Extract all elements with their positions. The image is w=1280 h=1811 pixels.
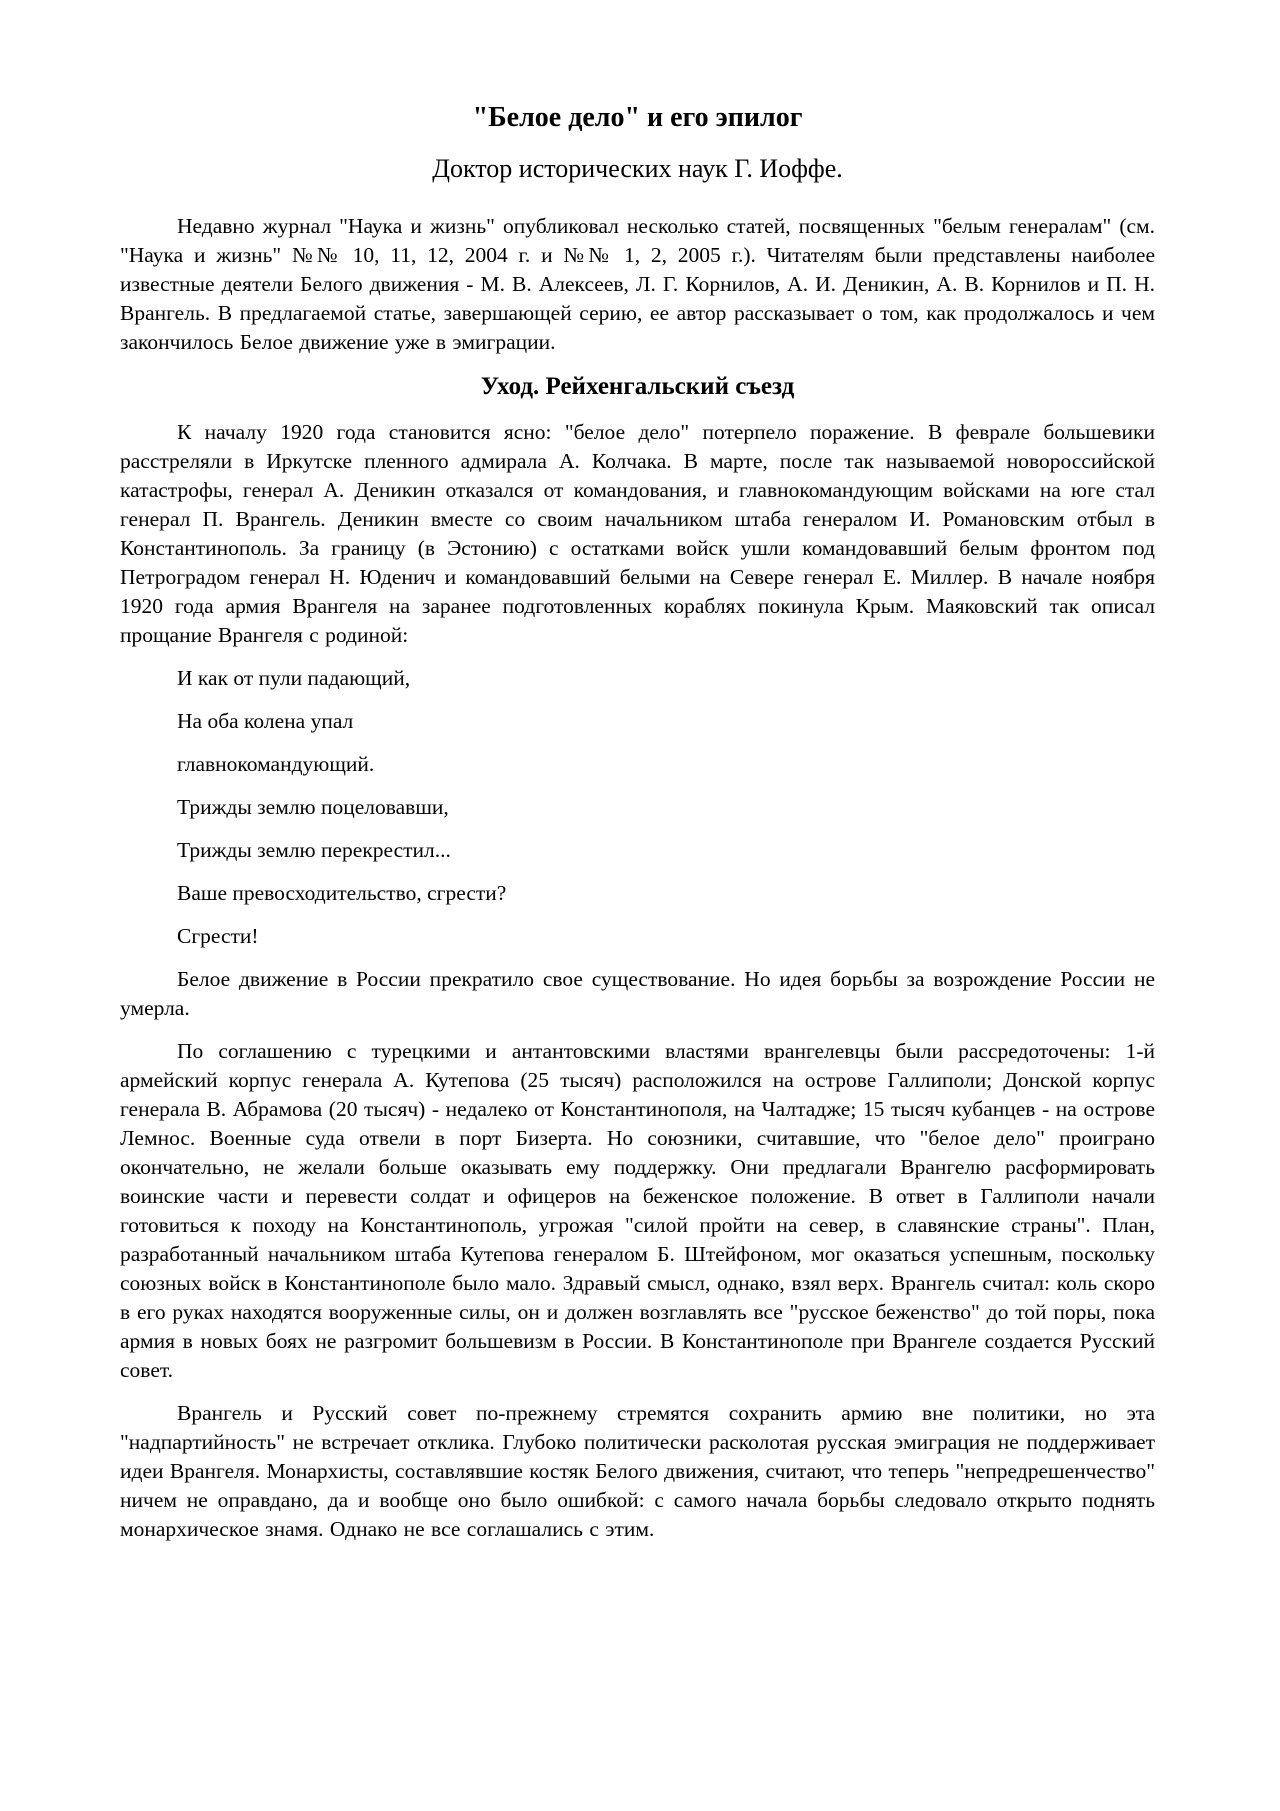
- poem-line: Трижды землю перекрестил...: [177, 838, 451, 863]
- movement-ended-paragraph: Белое движение в России прекратило свое существование. Но идея борьбы за возрождение России не умерла.: [120, 967, 1155, 1021]
- poem-line: Сгрести!: [177, 924, 259, 949]
- poem-line: Ваше превосходительство, сгрести?: [177, 881, 507, 906]
- departure-paragraph: К началу 1920 года становится ясно: "белое дело" потерпело поражение. В феврале большевики расстреляли в Иркутске пленного адмирала А. Колчака. В марте, после так называемой новороссийской катастрофы, генерал А. Деникин отказался от командования, и главнокомандующим войсками на юге стал генерал П. Врангель. Деникин вместе со своим начальником штаба генералом И. Романовским отбыл в Константинополь. За границу (в Эстонию) с остатками войск ушли командовавший белым фронтом под Петроградом генерал Н. Юденич и командовавший белыми на Севере генерал Е. Миллер. В начале ноября 1920 года армия Врангеля на заранее подготовленных кораблях покинула Крым. Маяковский так описал прощание Врангеля с родиной:: [120, 420, 1155, 648]
- emigration-paragraph: Врангель и Русский совет по-прежнему стремятся сохранить армию вне политики, но эта "надпартийность" не встречает отклика. Глубоко политически расколотая русская эмиграция не поддерживает идеи Врангеля. Монархисты, составлявшие костяк Белого движения, считают, что теперь "непредрешенчество" ничем не оправдано, да и вообще оно было ошибкой: с самого начала борьбы следовало открыто поднять монархическое знамя. Однако не все соглашались с этим.: [120, 1401, 1155, 1542]
- section-heading: Уход. Рейхенгальский съезд: [480, 373, 795, 401]
- poem-line: На оба колена упал: [177, 709, 354, 734]
- poem-line: И как от пули падающий,: [177, 666, 411, 691]
- article-title: "Белое дело" и его эпилог: [472, 102, 803, 133]
- article-byline: Доктор исторических наук Г. Иоффе.: [432, 154, 843, 184]
- dispersal-paragraph: По соглашению с турецкими и антантовскими властями врангелевцы были рассредоточены: 1-й армейский корпус генерала А. Кутепова (25 тысяч) расположился на острове Галлиполи; Донской корпус генерала В. Абрамова (20 тысяч) - недалеко от Константинополя, на Чалтадже; 15 тысяч кубанцев - на острове Лемнос. Военные суда отвели в порт Бизерта. Но союзники, считавшие, что "белое дело" проиграно окончательно, не желали больше оказывать ему поддержку. Они предлагали Врангелю расформировать воинские части и перевести солдат и офицеров на беженское положение. В ответ в Галлиполи начали готовиться к походу на Константинополь, угрожая "силой пройти на север, в славянские страны". План, разработанный начальником штаба Кутепова генералом Б. Штейфоном, мог оказаться успешным, поскольку союзных войск в Константинополе было мало. Здравый смысл, однако, взял верх. Врангель считал: коль скоро в его руках находятся вооруженные силы, он и должен возглавлять все "русское беженство" до той поры, пока армия в новых боях не разгромит большевизм в России. В Константинополе при Врангеле создается Русский совет.: [120, 1039, 1155, 1383]
- intro-paragraph: Недавно журнал "Наука и жизнь" опубликовал несколько статей, посвященных "белым генералам" (см. "Наука и жизнь" №№ 10, 11, 12, 2004 г. и №№ 1, 2, 2005 г.). Читателям были представлены наиболее известные деятели Белого движения - М. В. Алексеев, Л. Г. Корнилов, А. И. Деникин, А. В. Корнилов и П. Н. Врангель. В предлагаемой статье, завершающей серию, ее автор рассказывает о том, как продолжалось и чем закончилось Белое движение уже в эмиграции.: [120, 214, 1155, 355]
- poem-line: Трижды землю поцеловавши,: [177, 795, 449, 820]
- poem-line: главнокомандующий.: [177, 752, 375, 777]
